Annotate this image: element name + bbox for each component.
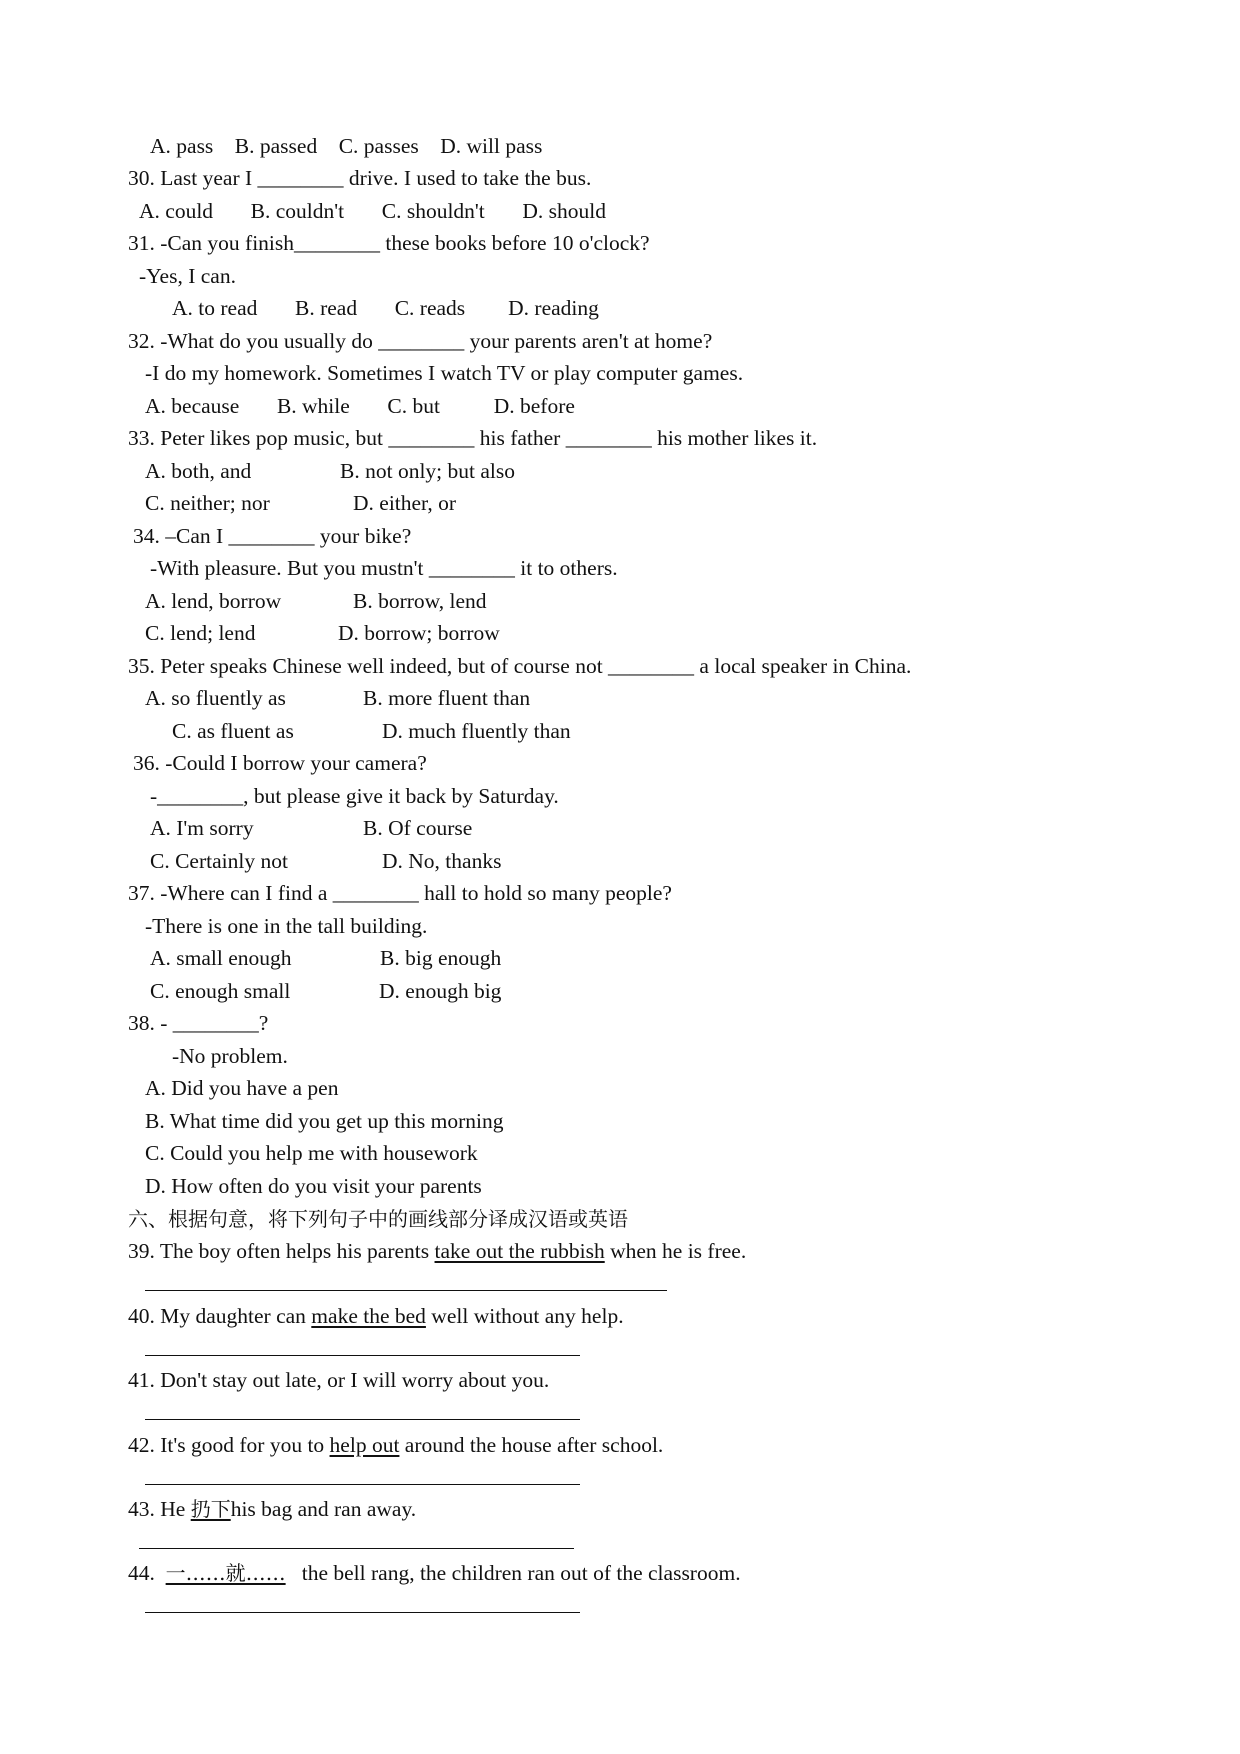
q38-stem: 38. - ________? — [128, 1011, 269, 1035]
q40-underlined: make the bed — [311, 1304, 426, 1328]
q40-answer-line — [145, 1355, 580, 1356]
section-six-heading: 六、根据句意，将下列句子中的画线部分译成汉语或英语 — [128, 1207, 628, 1231]
q38-option-c: C. Could you help me with housework — [145, 1141, 478, 1165]
q34-option-c: C. lend; lend — [145, 621, 256, 645]
q37-option-d: D. enough big — [379, 979, 502, 1003]
q39-stem — [128, 1241, 746, 1263]
q32-reply: -I do my homework. Sometimes I watch TV or play computer games. — [145, 361, 744, 385]
q37-option-b: B. big enough — [380, 946, 502, 970]
q32-options: A. because B. while C. but D. before — [145, 394, 575, 418]
q41-text: 41. Don't stay out late, or I will worry about you. — [128, 1368, 550, 1392]
q41-stem — [128, 1370, 549, 1392]
q35-option-a: A. so fluently as — [145, 686, 286, 710]
q43-underlined: 扔下 — [190, 1497, 231, 1521]
q40-post: well without any help. — [425, 1304, 624, 1328]
q42-answer-line — [145, 1484, 580, 1485]
q35-option-d: D. much fluently than — [382, 719, 571, 743]
q42-pre: 42. It's good for you to — [128, 1433, 330, 1457]
q42-underlined: help out — [329, 1433, 400, 1457]
q39-underlined: take out the rubbish — [434, 1239, 605, 1263]
q36-option-a: A. I'm sorry — [150, 816, 254, 840]
q29-options: A. pass B. passed C. passes D. will pass — [150, 134, 543, 158]
q33-option-b: B. not only; but also — [340, 459, 515, 483]
q31-stem: 31. -Can you finish________ these books before 10 o'clock? — [128, 231, 650, 255]
q36-option-b: B. Of course — [363, 816, 473, 840]
q43-post: his bag and ran away. — [230, 1497, 417, 1521]
q43-answer-line — [139, 1548, 574, 1549]
q34-stem: 34. –Can I ________ your bike? — [133, 524, 412, 548]
q38-reply: -No problem. — [172, 1044, 288, 1068]
q44-underlined: 一……就…… — [165, 1561, 286, 1585]
q31-options: A. to read B. read C. reads D. reading — [172, 296, 599, 320]
q33-stem: 33. Peter likes pop music, but ________ his father ________ his mother likes it. — [128, 426, 818, 450]
q40-stem — [128, 1306, 624, 1328]
q33-option-c: C. neither; nor — [145, 491, 270, 515]
q38-option-a: A. Did you have a pen — [145, 1076, 339, 1100]
q35-option-c: C. as fluent as — [172, 719, 294, 743]
q43-pre: 43. He — [128, 1497, 191, 1521]
q35-stem: 35. Peter speaks Chinese well indeed, but of course not ________ a local speaker in China. — [128, 654, 912, 678]
q39-pre: 39. The boy often helps his parents — [128, 1239, 435, 1263]
q36-stem: 36. -Could I borrow your camera? — [133, 751, 427, 775]
q44-stem — [128, 1563, 741, 1585]
q32-stem: 32. -What do you usually do ________ your parents aren't at home? — [128, 329, 713, 353]
q33-option-d: D. either, or — [353, 491, 457, 515]
q37-option-a: A. small enough — [150, 946, 292, 970]
q30-options: A. could B. couldn't C. shouldn't D. should — [139, 199, 607, 223]
q43-stem — [128, 1499, 416, 1521]
q44-pre: 44. — [128, 1561, 166, 1585]
q30-stem: 30. Last year I ________ drive. I used to take the bus. — [128, 166, 592, 190]
q36-option-c: C. Certainly not — [150, 849, 288, 873]
q36-option-d: D. No, thanks — [382, 849, 502, 873]
q44-answer-line — [145, 1612, 580, 1613]
q34-option-b: B. borrow, lend — [353, 589, 487, 613]
q38-option-d: D. How often do you visit your parents — [145, 1174, 482, 1198]
q37-stem: 37. -Where can I find a ________ hall to hold so many people? — [128, 881, 672, 905]
q36-reply: -________, but please give it back by Saturday. — [150, 784, 559, 808]
q38-option-b: B. What time did you get up this morning — [145, 1109, 504, 1133]
q40-pre: 40. My daughter can — [128, 1304, 312, 1328]
q37-reply: -There is one in the tall building. — [145, 914, 428, 938]
q37-option-c: C. enough small — [150, 979, 291, 1003]
q39-post: when he is free. — [604, 1239, 747, 1263]
q31-reply: -Yes, I can. — [139, 264, 236, 288]
q42-post: around the house after school. — [399, 1433, 664, 1457]
q33-option-a: A. both, and — [145, 459, 252, 483]
q42-stem — [128, 1435, 663, 1457]
q34-option-a: A. lend, borrow — [145, 589, 282, 613]
q41-answer-line — [145, 1419, 580, 1420]
q44-post: the bell rang, the children ran out of the classroom. — [285, 1561, 741, 1585]
q35-option-b: B. more fluent than — [363, 686, 531, 710]
q34-reply: -With pleasure. But you mustn't ________ it to others. — [150, 556, 618, 580]
q34-option-d: D. borrow; borrow — [338, 621, 500, 645]
q39-answer-line — [145, 1290, 667, 1291]
